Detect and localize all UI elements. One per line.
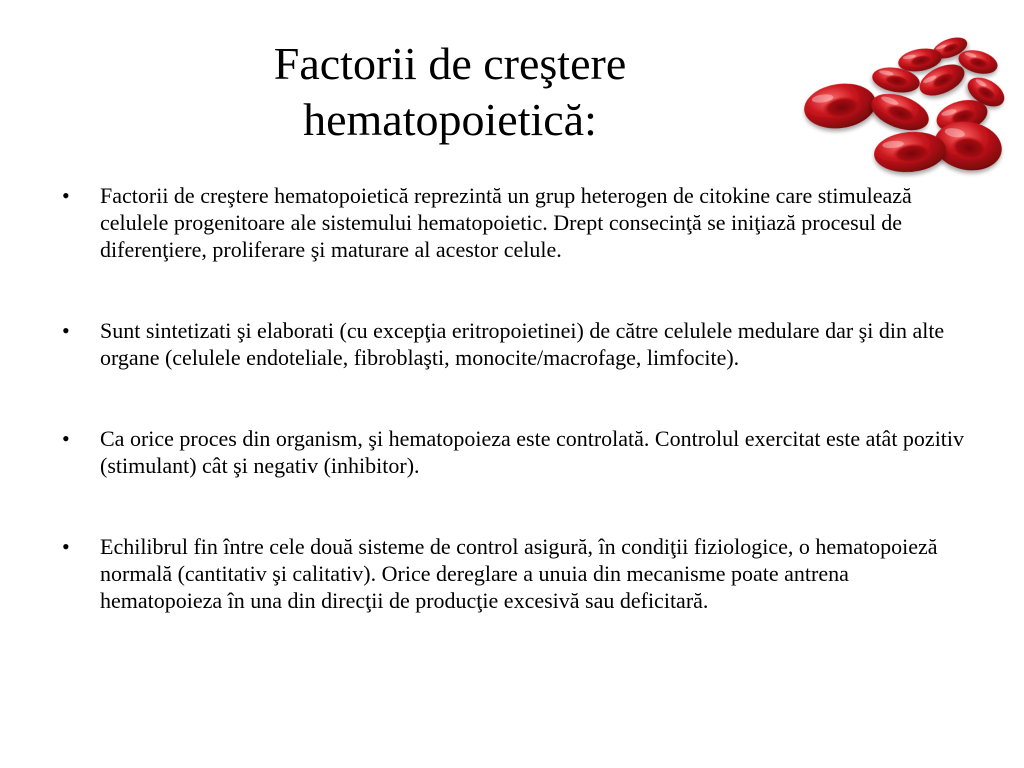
bullet-marker: • bbox=[62, 534, 70, 559]
red-blood-cell bbox=[866, 87, 933, 138]
bullet-marker: • bbox=[62, 183, 70, 208]
bullet-text: Echilibrul fin între cele două sisteme de control asigură, în condiţii fiziologice, o hematopoieză normală (cantitativ şi calitativ). Orice dereglare a unuia din mecanisme poate antrena hematopoieza în una din direcţii de producţie excesivă sau deficitară. bbox=[100, 534, 938, 613]
bullet-marker: • bbox=[62, 426, 70, 451]
slide-title bbox=[150, 36, 750, 148]
bullet-marker: • bbox=[62, 318, 70, 343]
bullet-list bbox=[62, 182, 974, 668]
bullet-item bbox=[62, 425, 974, 479]
bullet-text: Factorii de creştere hematopoietică reprezintă un grup heterogen de citokine care stimulează celulele progenitoare ale sistemului hematopoietic. Drept consecinţă se iniţiază procesul de diferenţiere, proliferare şi maturare al acestor celule. bbox=[100, 183, 912, 262]
bullet-item bbox=[62, 317, 974, 371]
bullet-text: Ca orice proces din organism, şi hematopoieza este controlată. Controlul exercitat este atât pozitiv (stimulant) cât şi negativ (inhibitor). bbox=[100, 426, 965, 478]
bullet-item bbox=[62, 533, 974, 614]
bullet-item bbox=[62, 182, 974, 263]
red-blood-cell bbox=[801, 79, 878, 133]
title-line-2: hematopoietică: bbox=[303, 94, 597, 145]
red-blood-cells-image bbox=[800, 28, 1010, 180]
bullet-text: Sunt sintetizati şi elaborati (cu excepţia eritropoietinei) de către celulele medulare dar şi din alte organe (celulele endoteliale, fibroblaşti, monocite/macrofage, limfocite). bbox=[100, 318, 945, 370]
title-line-1: Factorii de creştere bbox=[273, 38, 627, 89]
